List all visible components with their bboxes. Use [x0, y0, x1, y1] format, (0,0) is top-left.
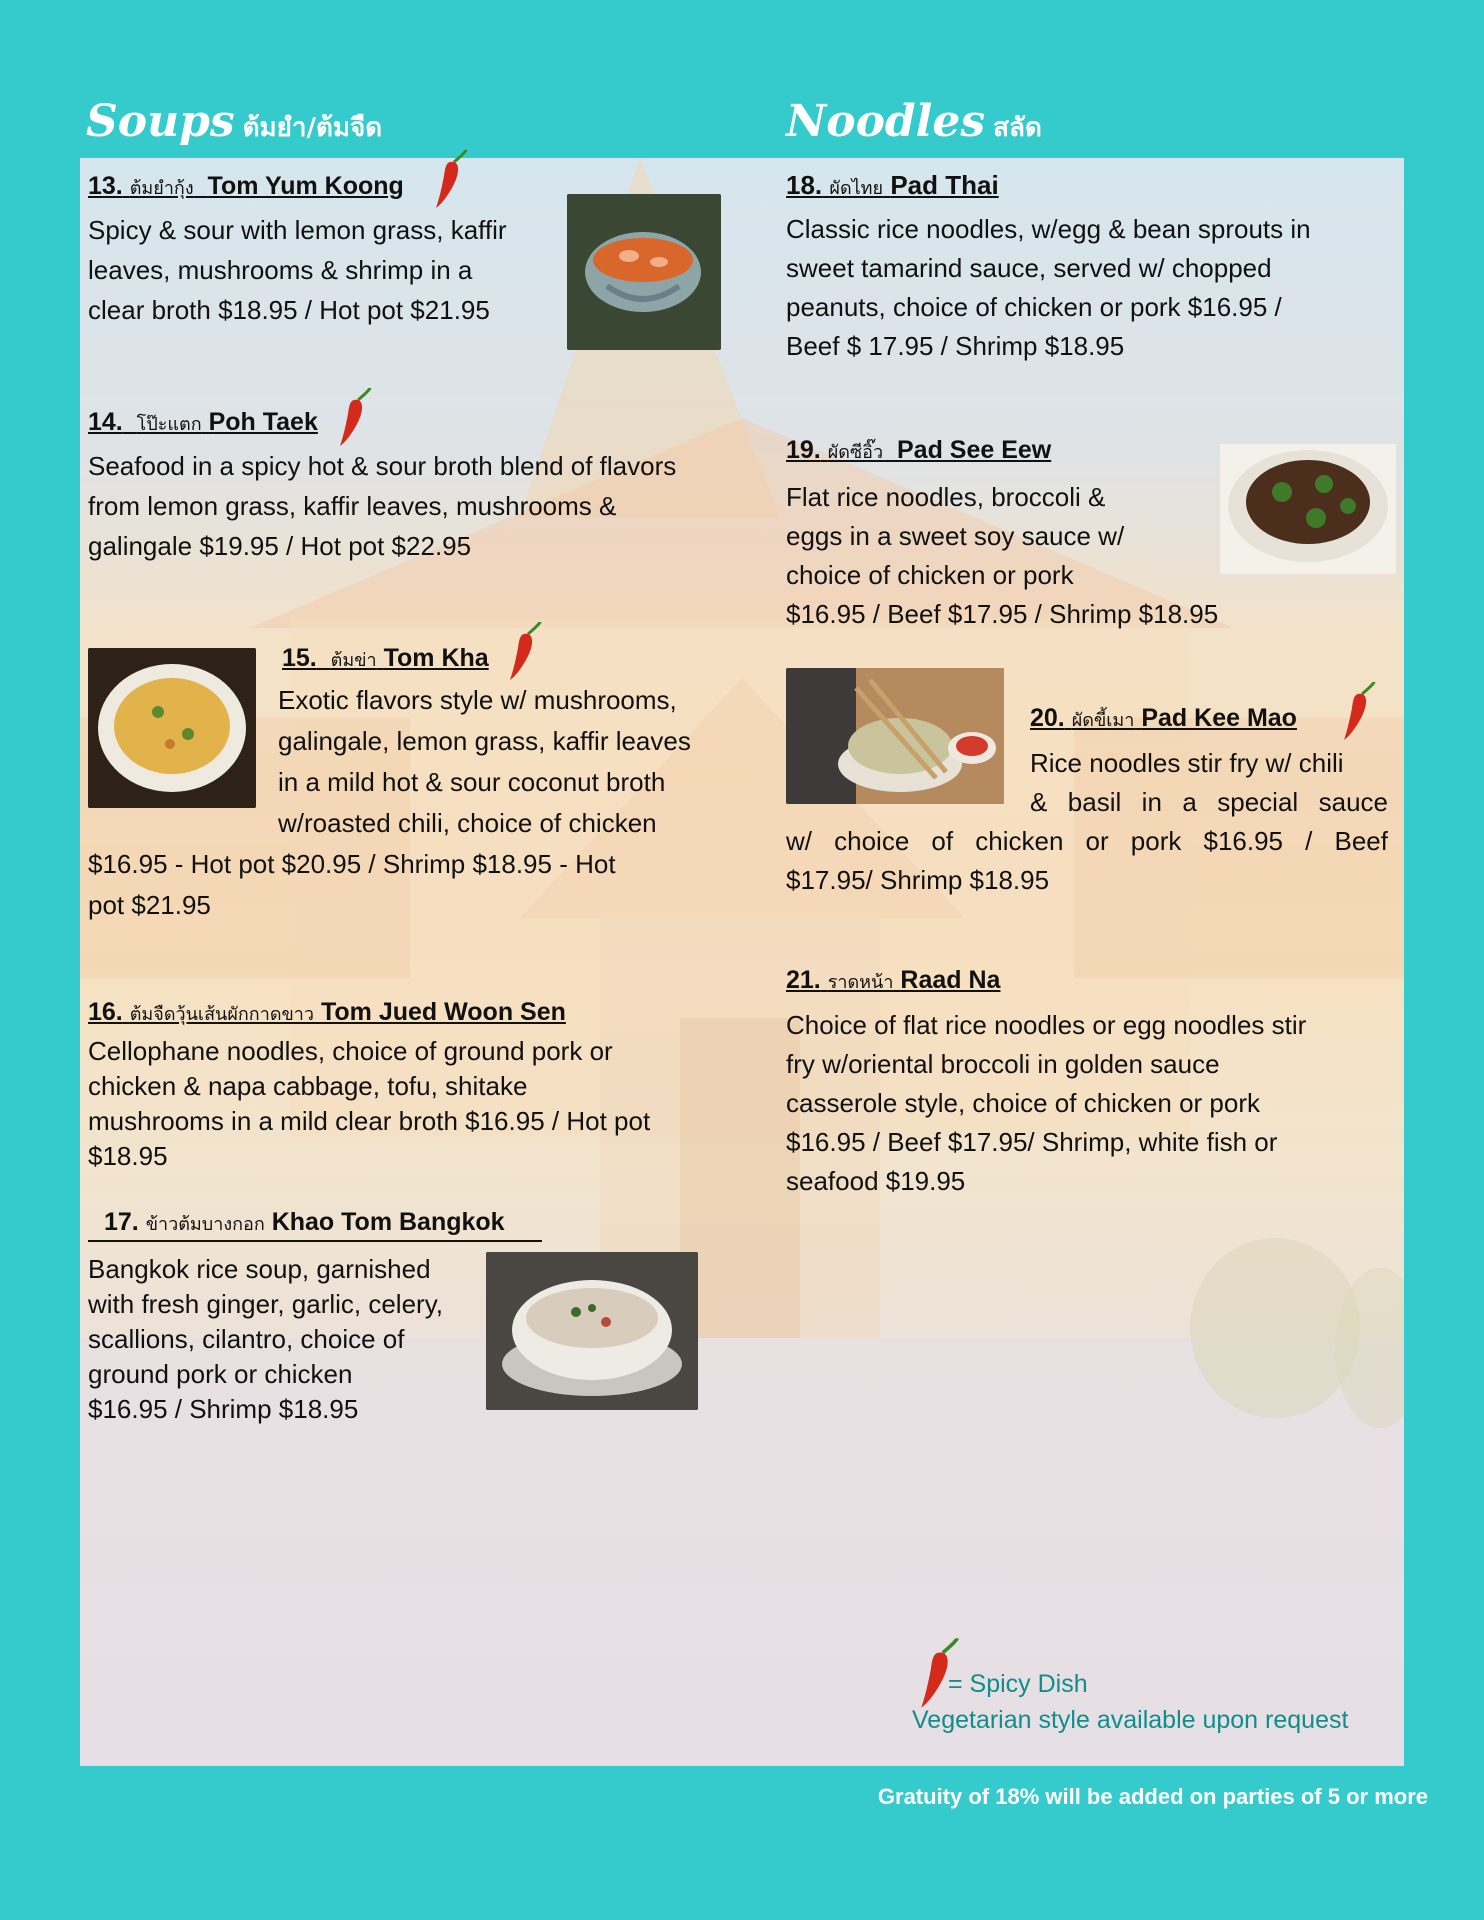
item-number: 19.	[786, 436, 821, 464]
soups-title: Soups	[86, 96, 235, 147]
item-thai-name: ต้มจืดวุ้นเส้นผักกาดขาว	[129, 1004, 315, 1025]
item-20-title	[1030, 704, 1297, 734]
desc-line: sweet tamarind sauce, served w/ chopped	[786, 253, 1272, 283]
item-name: Tom Kha	[383, 644, 489, 672]
item-14-title	[88, 408, 318, 438]
temple-background-image	[80, 158, 1404, 1766]
item-thai-name: โป๊ะแตก	[136, 414, 202, 435]
desc-line: Cellophane noodles, choice of ground pork or	[88, 1036, 613, 1066]
desc-line: peanuts, choice of chicken or pork $16.95 /	[786, 292, 1282, 322]
item-17-title	[104, 1208, 505, 1238]
item-14-description	[88, 446, 728, 566]
item-thai-name: ผัดไทย	[829, 178, 884, 199]
desc-line: galingale $19.95 / Hot pot $22.95	[88, 531, 472, 561]
item-19-title	[786, 436, 1051, 466]
desc-line: seafood $19.95	[786, 1166, 966, 1196]
item-20-description-cont	[786, 822, 1388, 900]
item-number: 17.	[104, 1208, 139, 1236]
soups-thai-title: ต้มยำ/ต้มจืด	[242, 113, 383, 143]
item-name: Pad See Eew	[897, 436, 1052, 464]
chili-pepper-icon	[432, 148, 468, 210]
desc-line: leaves, mushrooms & shrimp in a	[88, 255, 473, 285]
desc-line: Classic rice noodles, w/egg & bean sprouts in	[786, 214, 1311, 244]
item-thai-name: ต้มข่า	[330, 650, 377, 671]
desc-line: w/roasted chili, choice of chicken	[278, 808, 657, 838]
item-name: Poh Taek	[208, 408, 318, 436]
item-name: Khao Tom Bangkok	[271, 1208, 505, 1236]
item-number: 16.	[88, 998, 123, 1026]
item-number: 13.	[88, 172, 123, 200]
tom-yum-photo	[567, 194, 721, 350]
desc-line: $16.95 / Beef $17.95/ Shrimp, white fish or	[786, 1127, 1278, 1157]
desc-line: casserole style, choice of chicken or pork	[786, 1088, 1260, 1118]
item-15-description-cont	[88, 844, 728, 926]
item-name: Pad Kee Mao	[1141, 704, 1297, 732]
desc-line: Choice of flat rice noodles or egg noodles stir	[786, 1010, 1307, 1040]
item-16-description	[88, 1034, 738, 1174]
gratuity-note: Gratuity of 18% will be added on parties of 5 or more	[877, 1784, 1428, 1809]
desc-line: $16.95 - Hot pot $20.95 / Shrimp $18.95 - Hot	[88, 849, 616, 879]
desc-line: Beef $ 17.95 / Shrimp $18.95	[786, 331, 1125, 361]
tom-kha-photo	[88, 648, 256, 808]
desc-line: scallions, cilantro, choice of	[88, 1324, 405, 1354]
desc-line: $16.95 / Shrimp $18.95	[88, 1394, 359, 1424]
item-name: Pad Thai	[890, 170, 999, 200]
desc-line: Rice noodles stir fry w/ chili	[1030, 748, 1344, 778]
desc-line: Seafood in a spicy hot & sour broth blend of flavors	[88, 451, 677, 481]
desc-line: ground pork or chicken	[88, 1359, 353, 1389]
item-number: 21.	[786, 966, 821, 994]
item-thai-name: ผัดขี้เมา	[1071, 710, 1135, 731]
desc-line: chicken & napa cabbage, tofu, shitake	[88, 1071, 528, 1101]
desc-line: choice of chicken or pork	[786, 560, 1074, 590]
item-number: 15.	[282, 644, 317, 672]
menu-background	[80, 158, 1404, 1766]
item-name: Tom Jued Woon Sen	[320, 998, 566, 1026]
desc-line: w/ choice of chicken or pork $16.95 / Beef	[786, 826, 1388, 856]
item-21-title	[786, 966, 1000, 996]
item-13-title	[88, 172, 404, 202]
vegetarian-note: Vegetarian style available upon request	[912, 1706, 1349, 1734]
pad-kee-mao-photo	[786, 668, 1004, 804]
item-17-underline	[88, 1240, 542, 1242]
desc-line: $17.95/ Shrimp $18.95	[786, 865, 1050, 895]
soups-heading	[86, 96, 382, 148]
chili-pepper-icon	[336, 386, 372, 448]
desc-line: Flat rice noodles, broccoli &	[786, 482, 1106, 512]
noodles-thai-title: สลัด	[993, 113, 1042, 143]
item-number: 14.	[88, 408, 123, 436]
item-thai-name: ผัดซีอิ๊ว	[827, 442, 884, 463]
item-13-description	[88, 210, 558, 330]
desc-line: fry w/oriental broccoli in golden sauce	[786, 1049, 1220, 1079]
desc-line: eggs in a sweet soy sauce w/	[786, 521, 1125, 551]
desc-line: clear broth $18.95 / Hot pot $21.95	[88, 295, 490, 325]
item-name: Raad Na	[900, 966, 1001, 994]
item-thai-name: ข้าวต้มบางกอก	[145, 1214, 265, 1235]
desc-line: from lemon grass, kaffir leaves, mushrooms &	[88, 491, 617, 521]
chili-pepper-icon	[1340, 680, 1376, 742]
item-16-title	[88, 998, 566, 1028]
desc-line: galingale, lemon grass, kaffir leaves	[278, 726, 691, 756]
desc-line: with fresh ginger, garlic, celery,	[88, 1289, 443, 1319]
item-thai-name: ต้มยำกุ้ง	[129, 178, 194, 199]
item-15-description	[278, 680, 718, 844]
item-15-title	[282, 644, 489, 674]
item-19-description	[786, 478, 1406, 634]
item-number: 18.	[786, 170, 823, 200]
item-thai-name: ราดหน้า	[827, 972, 894, 993]
item-17-description	[88, 1252, 488, 1427]
desc-line: in a mild hot & sour coconut broth	[278, 767, 666, 797]
desc-line: & basil in a special sauce	[1030, 787, 1388, 817]
desc-line: $16.95 / Beef $17.95 / Shrimp $18.95	[786, 599, 1219, 629]
khao-tom-photo	[486, 1252, 698, 1410]
item-18-title	[786, 170, 999, 202]
spicy-legend-text: = Spicy Dish	[948, 1670, 1088, 1698]
desc-line: mushrooms in a mild clear broth $16.95 / Hot pot	[88, 1106, 651, 1136]
desc-line: Spicy & sour with lemon grass, kaffir	[88, 215, 507, 245]
item-21-description	[786, 1006, 1406, 1201]
desc-line: pot $21.95	[88, 890, 211, 920]
desc-line: Bangkok rice soup, garnished	[88, 1254, 431, 1284]
item-18-description	[786, 210, 1396, 366]
item-name: Tom Yum Koong	[207, 172, 404, 200]
desc-line: $18.95	[88, 1141, 168, 1171]
desc-line: Exotic flavors style w/ mushrooms,	[278, 685, 677, 715]
item-20-description	[1030, 744, 1388, 822]
chili-pepper-icon	[506, 620, 542, 682]
noodles-heading	[786, 96, 1042, 148]
item-number: 20.	[1030, 704, 1065, 732]
noodles-title: Noodles	[786, 96, 986, 147]
